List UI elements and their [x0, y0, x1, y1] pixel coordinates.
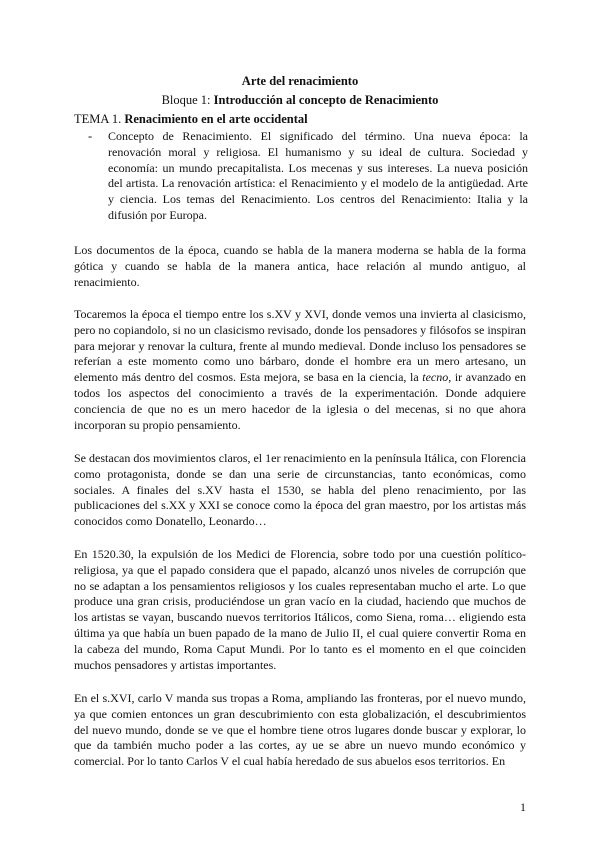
- paragraph-2-text-before: Tocaremos la época el tiempo entre los s.XV y XVI, donde vemos una invierta al clasicismo, pero no copiandolo, si no un clasicismo revisado, donde los pensadores y filósofos se inspiran para mejorar y renovar la cultura, frente al mundo medieval. Donde incluso los pensadores se referían a este momento como uno bárbaro, donde el hombre era un mero artesano, un elemento más dentro del cosmos. Esta mejora, se basa en la ciencia, la: [74, 307, 526, 385]
- paragraph-2-italic: tecno: [422, 370, 449, 385]
- paragraph-3: Se destacan dos movimientos claros, el 1er renacimiento en la península Itálica, con Florencia como protagonista, donde se dan una serie de circunstancias, tanto económicas, como sociales. A finales del s.XV hasta el 1530, se habla del pleno renacimiento, por las publicaciones del s.XX y XXI se conoce como la época del gran maestro, por los artistas más conocidos como Donatello, Leonardo…: [74, 451, 526, 529]
- tema-heading: [74, 112, 308, 127]
- topic-list-text: Concepto de Renacimiento. El significado del término. Una nueva época: la renovación moral y religiosa. El humanismo y su ideal de cultura. Sociedad y economía: un mundo precapitalista. Los mecenas y sus intereses. La nueva posición del artista. La renovación artística: el Renacimiento y el modelo de la antigüedad. Arte y ciencia. Los temas del Renacimiento. Los centros del Renacimiento: Italia y la difusión por Europa.: [108, 129, 528, 222]
- subtitle-bold: Introducción al concepto de Renacimiento: [213, 93, 439, 107]
- paragraph-4: En 1520.30, la expulsión de los Medici de Florencia, sobre todo por una cuestión político-religiosa, ya que el papado considera que el papado, alcanzó unos niveles de corrupción que no se adaptan a los pensamientos religiosos y los cuales representaban mucho el arte. Lo que produce una gran crisis, produciéndose un gran vacío en la ciudad, haciendo que muchos de los artistas se vayan, buscando nuevos territorios Itálicos, como Siena, roma… eligiendo esta última ya que había un buen papado de la mano de Julio II, el cual quiere convertir Roma en la cabeza del mundo, Roma Caput Mundi. Por lo tanto es el momento en el que coinciden muchos pensadores y artistas importantes.: [74, 547, 526, 672]
- tema-prefix: TEMA 1.: [74, 112, 125, 126]
- paragraph-5: En el s.XVI, carlo V manda sus tropas a Roma, ampliando las fronteras, por el nuevo mundo, ya que comien entonces un gran descubrimiento con esta globalización, el descubrimientos del nuevo mundo, donde se ve que el hombre tiene otros lugares donde buscar y explorar, lo que da también mucho poder a las cortes, ay ue se abre un nuevo mundo económico y comercial. Por lo tanto Carlos V el cual había heredado de sus abuelos esos territorios. En: [74, 691, 526, 769]
- document-subtitle: [0, 93, 600, 108]
- subtitle-prefix: Bloque 1:: [161, 93, 214, 107]
- paragraph-2-text-after: , ir avanzado en todos los aspectos del conocimiento a través de la experimentación. Donde adquiere conciencia de que no es un mero hacedor de la iglesia o del mecenas, si no que ahora incorporan su propio pensamiento.: [74, 370, 526, 432]
- tema-title: Renacimiento en el arte occidental: [124, 112, 308, 126]
- paragraph-1: Los documentos de la época, cuando se habla de la manera moderna se habla de la forma gótica y cuando se habla de la manera antica, hace relación al mundo antiguo, al renacimiento.: [74, 243, 526, 289]
- topic-list-item: [88, 129, 528, 224]
- paragraph-2: [74, 307, 526, 433]
- page-number: 1: [520, 800, 526, 814]
- document-title: Arte del renacimiento: [241, 74, 359, 88]
- bullet-marker: -: [88, 129, 93, 143]
